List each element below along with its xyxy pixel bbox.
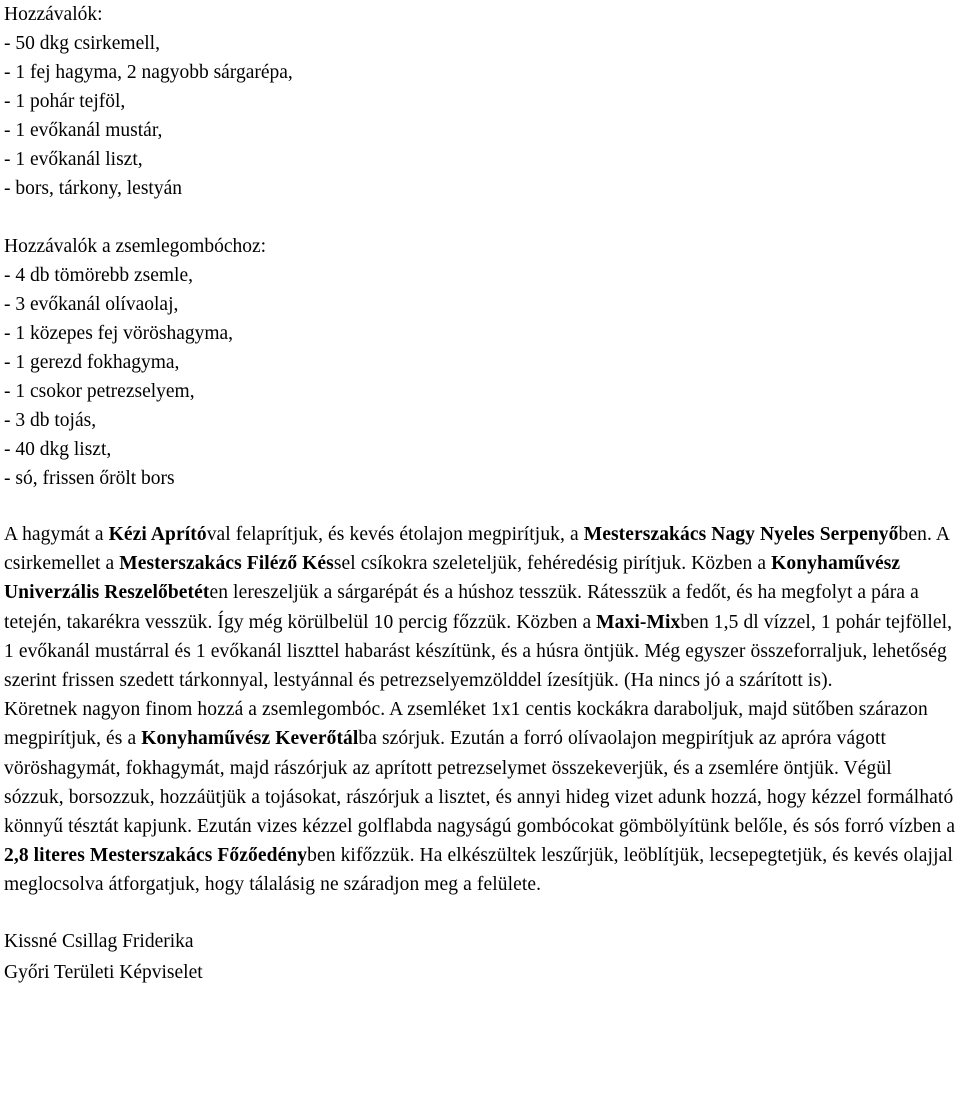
product-name-bold: Kézi Aprító [108,524,207,545]
instructions-text: ben 1,5 dl vízzel, 1 pohár tejföllel, 1 evőkanál mustárral és 1 evőkanál liszttel habarást készítünk, és a húsra öntjük. Még egyszer összeforraljuk, lehetőség szerint frissen szedett tárkonnyal, lestyánnal és petrezselyemzölddel ízesítjük. (Ha nincs jó a szárított is). [4,611,953,692]
side-dish-paragraph [4,695,956,899]
dumpling-ingredients-heading: Hozzávalók a zsemlegombóchoz: [4,236,267,257]
recipe-document [4,0,956,988]
signature-name: Kissné Csillag Friderika [4,930,194,952]
instructions-text: en lereszeljük a sárgarépát és a húshoz tesszük. Rátesszük a fedőt, és ha megfolyt a pára a tetején, takarékra vesszük. Így még körülbelül 10 percig főzzük. Közben a [4,582,919,633]
dumpling-ingredient-item: - só, frissen őrölt bors [4,468,175,489]
ingredient-item: - 1 pohár tejföl, [4,91,126,112]
dumpling-ingredient-item: - 40 dkg liszt, [4,439,112,460]
signature-block [4,926,956,988]
ingredient-item: - 1 evőkanál mustár, [4,120,163,141]
product-name-bold: Konyhaművész Univerzális Reszelőbetét [4,553,901,604]
side-dish-text: ba szórjuk. Ezután a forró olívaolajon megpirítjuk az apróra vágott vöröshagymát, fokhagymát, majd rászórjuk az aprított petrezselymet összekeverjük, és a zsemlére öntjük. Végül sózzuk, borsozzuk, hozzáütjük a tojásokat, rászórjuk a lisztet, és annyi hideg vizet adunk hozzá, hogy kézzel formálható könnyű tésztát kapjunk. Ezután vizes kézzel golflabda nagyságú gombócokat gömbölyítünk belőle, és sós forró vízben a [4,728,956,838]
product-name-bold: Mesterszakács Filéző Kés [119,553,334,575]
spacer [4,203,956,232]
instructions-text: A hagymát a [4,524,109,545]
instructions-text: sel csíkokra szeleteljük, fehéredésig pirítjuk. Közben a [333,553,772,575]
instructions-text: ben. A csirkemellet a [4,524,949,575]
spacer [4,493,956,520]
ingredient-item: - 1 evőkanál liszt, [4,149,143,170]
dumpling-ingredient-item: - 1 csokor petrezselyem, [4,381,195,402]
ingredient-item: - 1 fej hagyma, 2 nagyobb sárgarépa, [4,62,293,83]
product-name-bold: Konyhaművész Keverőtál [141,728,359,750]
dumpling-ingredient-item: - 3 evőkanál olívaolaj, [4,294,179,315]
instructions-paragraph [4,520,956,695]
dumpling-ingredient-item: - 1 gerezd fokhagyma, [4,352,180,373]
signature-office: Győri Területi Képviselet [4,961,203,983]
side-dish-text: Köretnek nagyon finom hozzá a zsemlegombóc. A zsemléket 1x1 centis kockákra daraboljuk, majd sütőben szárazon megpirítjuk, és a [4,699,928,750]
product-name-bold: 2,8 literes Mesterszakács Főzőedény [4,845,308,867]
side-dish-text: ben kifőzzük. Ha elkészültek leszűrjük, leöblítjük, lecsepegtetjük, és kevés olajjal meglocsolva átforgatjuk, hogy tálalásig ne száradjon meg a felülete. [4,845,953,896]
dumpling-ingredients-list [4,232,956,493]
dumpling-ingredient-item: - 4 db tömörebb zsemle, [4,265,193,286]
spacer [4,900,956,926]
product-name-bold: Mesterszakács Nagy Nyeles Serpenyő [583,524,899,545]
ingredient-item: - 50 dkg csirkemell, [4,33,160,54]
instructions-text: val felaprítjuk, és kevés étolajon megpirítjuk, a [206,524,584,545]
ingredients-heading: Hozzávalók: [4,4,103,25]
dumpling-ingredient-item: - 3 db tojás, [4,410,97,431]
product-name-bold: Maxi-Mix [596,611,681,633]
ingredients-list [4,0,956,203]
dumpling-ingredient-item: - 1 közepes fej vöröshagyma, [4,323,234,344]
ingredient-item: - bors, tárkony, lestyán [4,178,182,199]
